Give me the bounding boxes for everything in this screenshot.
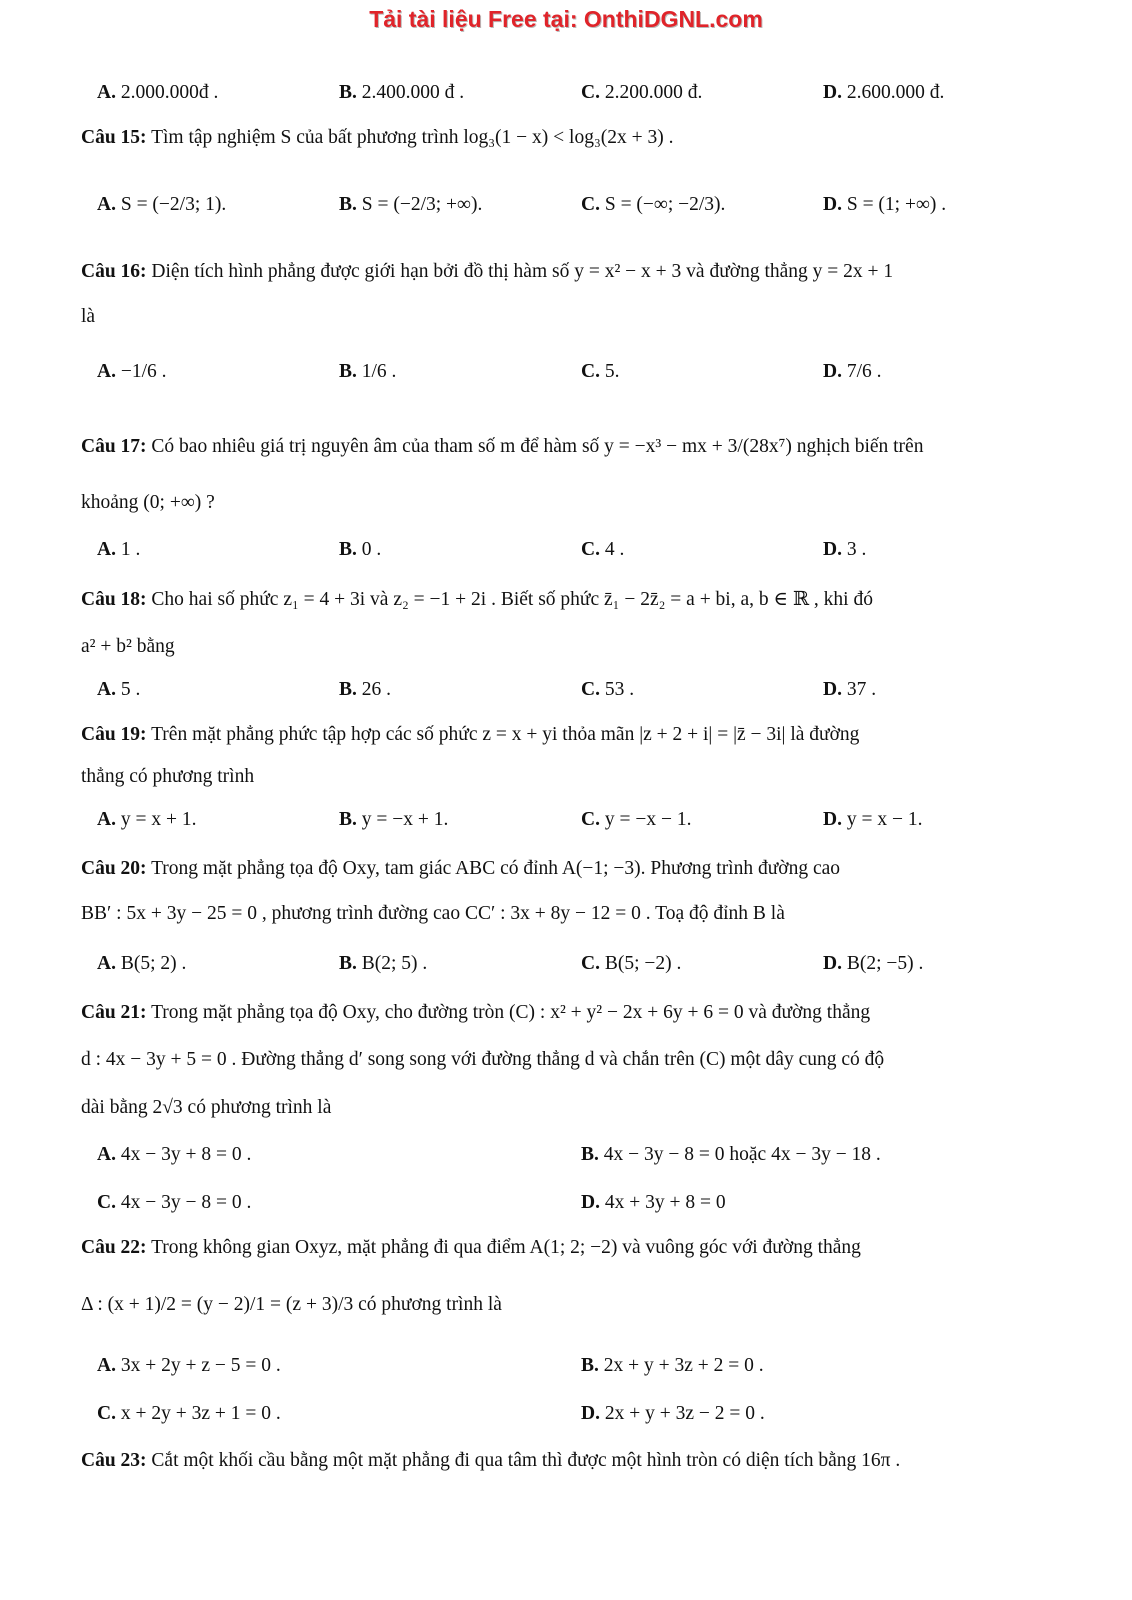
q18-options xyxy=(97,673,1057,707)
q19-label: Câu 19: xyxy=(81,724,147,745)
q15-label: Câu 15: xyxy=(81,127,147,148)
q15-stem xyxy=(81,123,1053,153)
q15-option-a[interactable]: A. S = (−2/3; 1). xyxy=(97,194,227,215)
q19-continuation: thẳng có phương trình xyxy=(81,766,255,787)
q16-continuation: là xyxy=(81,306,96,327)
q16-options xyxy=(97,355,1057,389)
q20-option-c[interactable]: C. B(5; −2) . xyxy=(581,953,682,974)
q19-option-c[interactable]: C. y = −x − 1. xyxy=(581,809,692,830)
q22-text: Trong không gian Oxyz, mặt phẳng đi qua điểm A(1; 2; −2) và vuông góc với đường thẳng xyxy=(151,1237,861,1258)
q21-label: Câu 21: xyxy=(81,1002,147,1023)
q17-options xyxy=(97,533,1057,567)
q20-continuation: BB′ : 5x + 3y − 25 = 0 , phương trình đường cao CC′ : 3x + 8y − 12 = 0 . Toạ độ đỉnh B là xyxy=(81,903,785,924)
q22-option-d[interactable]: D. 2x + y + 3z − 2 = 0 . xyxy=(581,1403,765,1424)
q17-text: Có bao nhiêu giá trị nguyên âm của tham số m để hàm số y = −x³ − mx + 3/(28x⁷) nghịch biến trên xyxy=(151,436,924,457)
q15-option-b[interactable]: B. S = (−2/3; +∞). xyxy=(339,194,483,215)
q15-option-c[interactable]: C. S = (−∞; −2/3). xyxy=(581,194,726,215)
q20-option-d[interactable]: D. B(2; −5) . xyxy=(823,953,924,974)
q17-option-a[interactable]: A. 1 . xyxy=(97,539,141,560)
site-banner[interactable]: Tải tài liệu Free tại: OnthiDGNL.com xyxy=(369,6,763,32)
q21-options-row-2 xyxy=(97,1186,1057,1220)
q15-option-d[interactable]: D. S = (1; +∞) . xyxy=(823,194,947,215)
q20-option-a[interactable]: A. B(5; 2) . xyxy=(97,953,187,974)
q22-options-row-2 xyxy=(97,1397,1057,1431)
q22-stem xyxy=(81,1233,1053,1263)
q17-continuation: khoảng (0; +∞) ? xyxy=(81,492,215,513)
q14-option-a[interactable]: A. 2.000.000đ . xyxy=(97,82,219,103)
q18-stem xyxy=(81,585,1053,615)
q18-continuation: a² + b² bằng xyxy=(81,636,175,657)
q16-stem xyxy=(81,257,1053,287)
q18-label: Câu 18: xyxy=(81,589,147,610)
q14-option-c[interactable]: C. 2.200.000 đ. xyxy=(581,82,703,103)
q15-text: Tìm tập nghiệm S của bất phương trình log₃(1 − x) < log₃(2x + 3) . xyxy=(151,127,674,148)
q20-option-b[interactable]: B. B(2; 5) . xyxy=(339,953,428,974)
q19-stem xyxy=(81,720,1053,750)
q17-option-d[interactable]: D. 3 . xyxy=(823,539,867,560)
q21-option-c[interactable]: C. 4x − 3y − 8 = 0 . xyxy=(97,1192,252,1213)
q23-stem xyxy=(81,1446,1053,1476)
q21-options-row-1 xyxy=(97,1138,1057,1172)
q14-option-d[interactable]: D. 2.600.000 đ. xyxy=(823,82,945,103)
q14-option-b[interactable]: B. 2.400.000 đ . xyxy=(339,82,465,103)
q16-option-b[interactable]: B. 1/6 . xyxy=(339,361,397,382)
q18-option-a[interactable]: A. 5 . xyxy=(97,679,141,700)
q19-options xyxy=(97,803,1057,837)
q22-options-row-1 xyxy=(97,1349,1057,1383)
q19-option-d[interactable]: D. y = x − 1. xyxy=(823,809,923,830)
q22-continuation: Δ : (x + 1)/2 = (y − 2)/1 = (z + 3)/3 có phương trình là xyxy=(81,1294,502,1315)
q19-option-b[interactable]: B. y = −x + 1. xyxy=(339,809,449,830)
q16-option-c[interactable]: C. 5. xyxy=(581,361,620,382)
q21-continuation-1: d : 4x − 3y + 5 = 0 . Đường thẳng d′ song song với đường thẳng d và chắn trên (C) một dây cung có độ xyxy=(81,1049,885,1070)
q22-label: Câu 22: xyxy=(81,1237,147,1258)
q21-option-a[interactable]: A. 4x − 3y + 8 = 0 . xyxy=(97,1144,252,1165)
q16-option-a[interactable]: A. −1/6 . xyxy=(97,361,167,382)
q21-text: Trong mặt phẳng tọa độ Oxy, cho đường tròn (C) : x² + y² − 2x + 6y + 6 = 0 và đường thẳng xyxy=(151,1002,871,1023)
q21-option-d[interactable]: D. 4x + 3y + 8 = 0 xyxy=(581,1192,726,1213)
q16-label: Câu 16: xyxy=(81,261,147,282)
q23-text: Cắt một khối cầu bằng một mặt phẳng đi qua tâm thì được một hình tròn có diện tích bằng 16π . xyxy=(151,1450,901,1471)
q21-stem xyxy=(81,998,1053,1028)
q16-option-d[interactable]: D. 7/6 . xyxy=(823,361,882,382)
q16-text: Diện tích hình phẳng được giới hạn bởi đồ thị hàm số y = x² − x + 3 và đường thẳng y = 2x + 1 xyxy=(151,261,894,282)
q17-option-b[interactable]: B. 0 . xyxy=(339,539,382,560)
q17-label: Câu 17: xyxy=(81,436,147,457)
q19-text: Trên mặt phẳng phức tập hợp các số phức z = x + yi thỏa mãn |z + 2 + i| = |z̄ − 3i| là đường xyxy=(151,724,860,745)
q18-text: Cho hai số phức z₁ = 4 + 3i và z₂ = −1 + 2i . Biết số phức z̄₁ − 2z̄₂ = a + bi, a, b ∈ ℝ , khi đó xyxy=(151,589,873,610)
q17-option-c[interactable]: C. 4 . xyxy=(581,539,625,560)
q20-stem xyxy=(81,854,1053,884)
q20-label: Câu 20: xyxy=(81,858,147,879)
q23-label: Câu 23: xyxy=(81,1450,147,1471)
q18-option-d[interactable]: D. 37 . xyxy=(823,679,877,700)
q18-option-c[interactable]: C. 53 . xyxy=(581,679,635,700)
q21-option-b[interactable]: B. 4x − 3y − 8 = 0 hoặc 4x − 3y − 18 . xyxy=(581,1144,881,1165)
q18-option-b[interactable]: B. 26 . xyxy=(339,679,392,700)
q22-option-b[interactable]: B. 2x + y + 3z + 2 = 0 . xyxy=(581,1355,764,1376)
q20-text: Trong mặt phẳng tọa độ Oxy, tam giác ABC có đỉnh A(−1; −3). Phương trình đường cao xyxy=(151,858,841,879)
q21-continuation-2: dài bằng 2√3 có phương trình là xyxy=(81,1097,332,1118)
q22-option-c[interactable]: C. x + 2y + 3z + 1 = 0 . xyxy=(97,1403,281,1424)
q22-option-a[interactable]: A. 3x + 2y + z − 5 = 0 . xyxy=(97,1355,281,1376)
q19-option-a[interactable]: A. y = x + 1. xyxy=(97,809,197,830)
q17-stem xyxy=(81,432,1053,462)
q20-options xyxy=(97,947,1057,981)
q14-options xyxy=(97,76,1057,110)
q15-options xyxy=(97,188,1057,222)
